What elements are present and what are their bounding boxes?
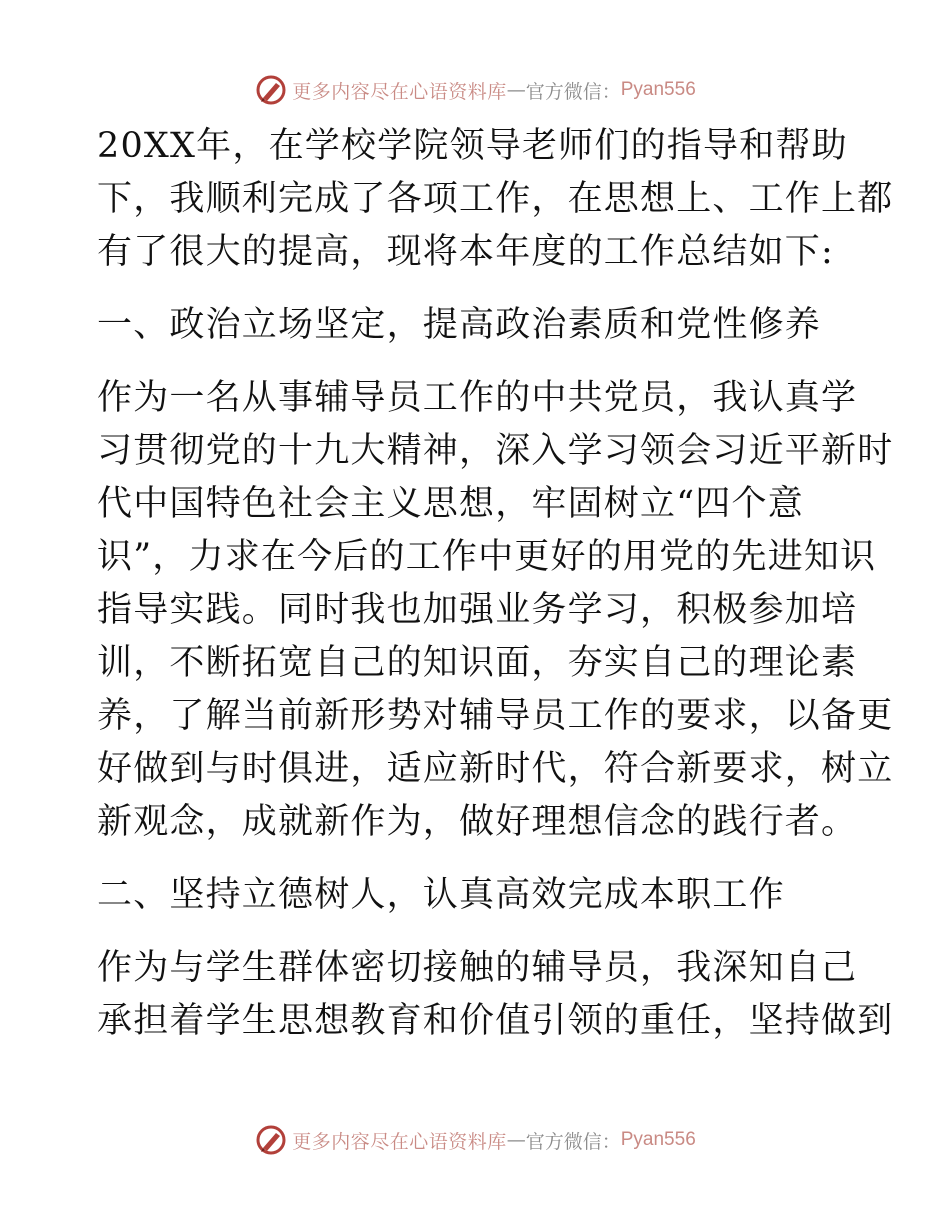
text-line: 代中国特色社会主义思想，牢固树立“四个意 <box>97 484 804 524</box>
watermark-wechat-label: 官方微信： <box>525 1130 621 1153</box>
text-line: 训，不断拓宽自己的知识面，夯实自己的理论素 <box>97 643 858 683</box>
text-line: 作为与学生群体密切接触的辅导员，我深知自己 <box>97 948 858 988</box>
text-line: 有了很大的提高，现将本年度的工作总结如下: <box>97 232 834 272</box>
text-line: 承担着学生思想教育和价值引领的重任，坚持做到 <box>97 1001 894 1041</box>
watermark-separator: — <box>506 79 526 101</box>
text-line: 20XX年，在学校学院领导老师们的指导和帮助 <box>97 126 848 166</box>
watermark-text: 更多内容尽在心语资料库 <box>292 80 507 103</box>
pen-logo-icon <box>254 73 288 107</box>
text-line: 指导实践。同时我也加强业务学习，积极参加培 <box>97 590 858 630</box>
header-watermark <box>0 70 950 110</box>
text-line: 养，了解当前新形势对辅导员工作的要求，以备更 <box>97 696 894 736</box>
section-heading: 二、坚持立德树人，认真高效完成本职工作 <box>97 875 785 915</box>
document-body <box>97 120 894 1048</box>
text-line: 好做到与时俱进，适应新时代，符合新要求，树立 <box>97 749 894 789</box>
watermark-wechat-id: Pyan556 <box>620 79 696 100</box>
watermark-wechat-label: 官方微信： <box>525 80 621 103</box>
text-line: 新观念，成就新作为，做好理想信念的践行者。 <box>97 802 858 842</box>
watermark-wechat-id: Pyan556 <box>620 1129 696 1150</box>
text-line: 作为一名从事辅导员工作的中共党员，我认真学 <box>97 378 858 418</box>
pen-logo-icon <box>254 1123 288 1157</box>
text-line: 习贯彻党的十九大精神，深入学习领会习近平新时 <box>97 431 894 471</box>
watermark-text: 更多内容尽在心语资料库 <box>292 1130 507 1153</box>
text-line: 下，我顺利完成了各项工作，在思想上、工作上都 <box>97 179 894 219</box>
text-line: 识”，力求在今后的工作中更好的用党的先进知识 <box>97 537 877 577</box>
footer-watermark <box>0 1120 950 1160</box>
watermark-separator: — <box>506 1129 526 1151</box>
section-heading: 一、政治立场坚定，提高政治素质和党性修养 <box>97 305 822 345</box>
